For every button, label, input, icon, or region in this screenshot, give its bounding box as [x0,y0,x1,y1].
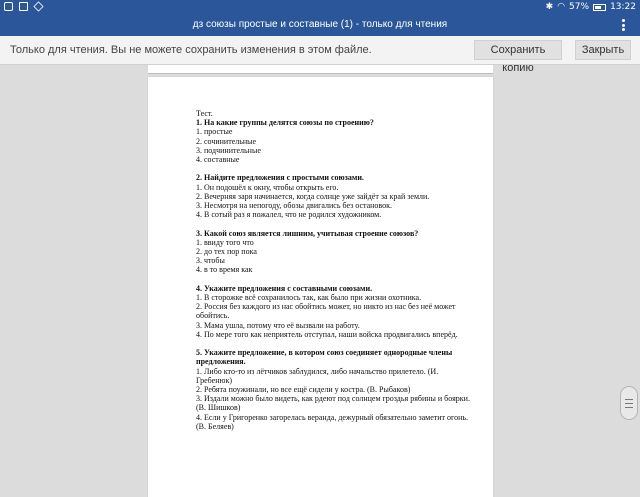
q3-option: 1. ввиду того что [196,237,254,247]
paragraph-gap [196,219,471,228]
paragraph-gap [196,339,471,348]
more-options-icon[interactable] [616,19,630,31]
q2-option: 3. Несмотря на непогоду, обозы двигались без остановок. [196,201,393,211]
status-left-icons [4,2,43,11]
paragraph-gap [196,275,471,284]
q1-option: 4. составные [196,155,240,165]
q1-option: 3. подчинительные [196,145,261,155]
q5-option: 1. Либо кто-то из лётчиков заблудился, либо начальство прилетело. (И. Гребенюк) [196,366,441,385]
document-text [196,109,471,431]
battery-percent: 57% [569,2,590,12]
battery-icon [593,4,606,11]
status-bar [0,0,640,15]
document-title: дз союзы простые и составные (1) - только для чтения [192,19,448,30]
close-button[interactable]: Закрыть [575,40,631,60]
title-bar [0,15,640,36]
document-page[interactable] [148,77,493,497]
q4-option: 2. Россия без каждого из нас обойтись может, но никто из нас без неё может обойтись. [196,302,458,321]
read-only-info-bar [0,36,640,74]
q5-option: 4. Если у Григоренко загорелась веранда, дежурный обязательно заметит огонь. (В. Беляев) [196,412,471,431]
q2-option: 4. В сотый раз я пожалел, что не родился художником. [196,210,382,220]
question-4-title: 4. Укажите предложения с составными союзами. [196,283,373,293]
paragraph-gap [196,164,471,173]
q3-option: 3. чтобы [196,256,225,266]
question-5-title: 5. Укажите предложение, в котором союз соединяет однородные члены предложения. [196,348,455,367]
q4-option: 1. В сторожке всё сохранилось так, как было при жизни охотника. [196,293,422,303]
q5-option: 3. Издали можно было видеть, как рдеют под солнцем гроздья рябины и боярки. (В. Шишков) [196,394,472,413]
question-3-title: 3. Какой союз является лишним, учитывая строение союзов? [196,228,419,238]
q2-option: 2. Вечерняя заря начинается, когда солнце уже зайдёт за край земли. [196,191,430,201]
home-icon [33,1,43,11]
photo-icon [4,2,13,11]
q4-option: 3. Мама ушла, потому что её вызвали на работу. [196,320,360,330]
question-1-title: 1. На какие группы делятся союзы по строению? [196,118,374,128]
doc-intro: Тест. [196,109,213,118]
read-only-message: Только для чтения. Вы не можете сохранить изменения в этом файле. [10,44,372,56]
save-copy-button[interactable]: Сохранить копию [474,40,562,60]
previous-page-edge [148,65,493,74]
bluetooth-icon: ✱ [545,2,554,12]
q1-option: 1. простые [196,127,233,137]
q5-option: 2. Ребята поужинали, но все ещё сидели у костра. (В. Рыбаков) [196,385,411,395]
q4-option: 4. По мере того как неприятель отступал, наши войска продвигались вперёд. [196,329,458,339]
clock: 13:22 [610,2,636,12]
q1-option: 2. сочинительные [196,136,257,146]
question-2-title: 2. Найдите предложения с простыми союзами. [196,173,364,183]
wifi-icon: ◠ [557,2,566,12]
image-icon [19,2,28,11]
q2-option: 1. Он подошёл к окну, чтобы открыть его. [196,182,339,192]
scroll-handle[interactable] [620,386,638,420]
q3-option: 2. до тех пор пока [196,247,257,257]
q3-option: 4. в то время как [196,265,253,275]
status-right-icons [546,2,636,12]
